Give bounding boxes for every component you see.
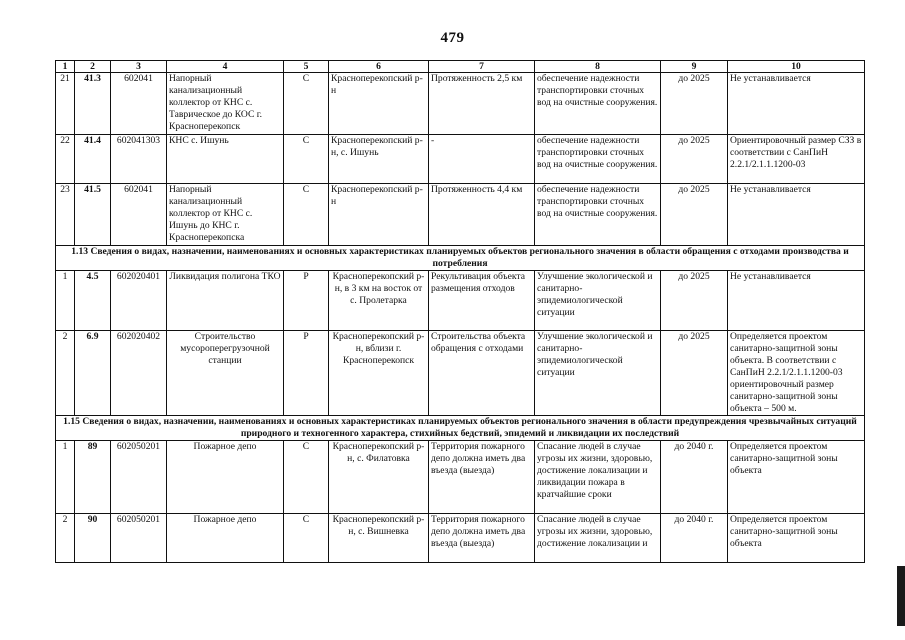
- object-purpose: обеспечение надежности транспортировки сточных вод на очистные сооружения.: [535, 73, 661, 135]
- object-location: Красноперекопский р-н, в 3 км на восток от с. Пролетарка: [329, 271, 429, 331]
- object-id: 4.5: [75, 271, 111, 331]
- object-zone: Не устанавливается: [728, 271, 865, 331]
- column-header: 10: [728, 61, 865, 73]
- row-number: 2: [56, 331, 75, 416]
- object-id: 41.5: [75, 184, 111, 246]
- object-name: Пожарное депо: [167, 441, 284, 514]
- object-type: С: [284, 441, 329, 514]
- object-purpose: Спасание людей в случае угрозы их жизни, здоровью, достижение локализации и: [535, 514, 661, 563]
- table-header-row: [56, 61, 865, 73]
- object-zone: Ориентировочный размер СЗЗ в соответствии с СанПиН 2.2.1/2.1.1.1200-03: [728, 135, 865, 184]
- object-term: до 2025: [661, 271, 728, 331]
- object-type: С: [284, 514, 329, 563]
- row-number: 21: [56, 73, 75, 135]
- object-name: Пожарное депо: [167, 514, 284, 563]
- object-term: до 2025: [661, 184, 728, 246]
- object-characteristics: Рекультивация объекта размещения отходов: [429, 271, 535, 331]
- object-zone: Определяется проектом санитарно-защитной зоны объекта. В соответствии с СанПиН 2.2.1/2.1.1.1200-03 ориентировочный размер санитарно-защитной зоны объекта – 500 м.: [728, 331, 865, 416]
- object-characteristics: Протяженность 2,5 км: [429, 73, 535, 135]
- object-zone: Не устанавливается: [728, 184, 865, 246]
- row-number: 2: [56, 514, 75, 563]
- object-name: Ликвидация полигона ТКО: [167, 271, 284, 331]
- object-location: Красноперекопский р-н, с. Вишневка: [329, 514, 429, 563]
- object-location: Красноперекопский р-н: [329, 73, 429, 135]
- table-row: [56, 441, 865, 514]
- table-row: [56, 135, 865, 184]
- object-type: С: [284, 135, 329, 184]
- column-header: 5: [284, 61, 329, 73]
- object-id: 41.4: [75, 135, 111, 184]
- object-characteristics: Строительства объекта обращения с отходами: [429, 331, 535, 416]
- object-code: 602041303: [111, 135, 167, 184]
- table-row: [56, 184, 865, 246]
- object-name: Строительство мусороперегрузочной станции: [167, 331, 284, 416]
- planning-table: [55, 60, 865, 563]
- row-number: 22: [56, 135, 75, 184]
- column-header: 7: [429, 61, 535, 73]
- object-code: 602041: [111, 184, 167, 246]
- row-number: 1: [56, 271, 75, 331]
- object-name: КНС с. Ишунь: [167, 135, 284, 184]
- object-id: 41.3: [75, 73, 111, 135]
- object-code: 602020401: [111, 271, 167, 331]
- object-location: Красноперекопский р-н, с. Филатовка: [329, 441, 429, 514]
- object-code: 602050201: [111, 514, 167, 563]
- object-purpose: обеспечение надежности транспортировки сточных вод на очистные сооружения.: [535, 135, 661, 184]
- table-row: [56, 514, 865, 563]
- object-zone: Определяется проектом санитарно-защитной зоны объекта: [728, 514, 865, 563]
- table-row: [56, 73, 865, 135]
- page-number: 479: [440, 30, 465, 46]
- object-zone: Не устанавливается: [728, 73, 865, 135]
- scan-edge-mark: [897, 566, 905, 626]
- object-purpose: обеспечение надежности транспортировки сточных вод на очистные сооружения.: [535, 184, 661, 246]
- object-purpose: Спасание людей в случае угрозы их жизни, здоровью, достижение локализации и ликвидации пожара в кратчайшие сроки: [535, 441, 661, 514]
- object-type: Р: [284, 271, 329, 331]
- object-location: Красноперекопский р-н, с. Ишунь: [329, 135, 429, 184]
- object-characteristics: Протяженность 4,4 км: [429, 184, 535, 246]
- row-number: 1: [56, 441, 75, 514]
- object-term: до 2025: [661, 135, 728, 184]
- object-type: С: [284, 73, 329, 135]
- table-body: [56, 61, 865, 563]
- object-type: С: [284, 184, 329, 246]
- object-zone: Определяется проектом санитарно-защитной зоны объекта: [728, 441, 865, 514]
- object-characteristics: Территория пожарного депо должна иметь два въезда (выезда): [429, 441, 535, 514]
- table-row: [56, 331, 865, 416]
- object-term: до 2025: [661, 73, 728, 135]
- object-term: до 2040 г.: [661, 514, 728, 563]
- object-code: 602050201: [111, 441, 167, 514]
- section-heading-1-13: 1.13 Сведения о видах, назначении, наименованиях и основных характеристиках планируемых объектов регионального значения в области обращения с отходами производства и потребления: [56, 246, 865, 271]
- object-term: до 2025: [661, 331, 728, 416]
- column-header: 4: [167, 61, 284, 73]
- object-id: 90: [75, 514, 111, 563]
- object-name: Напорный канализационный коллектор от КНС с. Ишунь до КНС г. Красноперекопска: [167, 184, 284, 246]
- column-header: 9: [661, 61, 728, 73]
- table-row: [56, 271, 865, 331]
- object-id: 6.9: [75, 331, 111, 416]
- section-heading-row: [56, 246, 865, 271]
- column-header: 8: [535, 61, 661, 73]
- object-location: Красноперекопский р-н, вблизи г. Красноперекопск: [329, 331, 429, 416]
- column-header: 2: [75, 61, 111, 73]
- section-heading-1-15: 1.15 Сведения о видах, назначении, наименованиях и основных характеристиках планируемых объектов регионального значения в области предупреждения чрезвычайных ситуаций природного и техногенного характера, стихийных бедствий, эпидемий и ликвидации их последствий: [56, 416, 865, 441]
- object-purpose: Улучшение экологической и санитарно-эпидемиологической ситуации: [535, 271, 661, 331]
- object-code: 602041: [111, 73, 167, 135]
- object-characteristics: Территория пожарного депо должна иметь два въезда (выезда): [429, 514, 535, 563]
- column-header: 3: [111, 61, 167, 73]
- object-code: 602020402: [111, 331, 167, 416]
- object-type: Р: [284, 331, 329, 416]
- object-name: Напорный канализационный коллектор от КНС с. Таврическое до КОС г. Красноперекопск: [167, 73, 284, 135]
- row-number: 23: [56, 184, 75, 246]
- column-header: 1: [56, 61, 75, 73]
- column-header: 6: [329, 61, 429, 73]
- section-heading-row: [56, 416, 865, 441]
- object-id: 89: [75, 441, 111, 514]
- object-location: Красноперекопский р-н: [329, 184, 429, 246]
- object-term: до 2040 г.: [661, 441, 728, 514]
- object-purpose: Улучшение экологической и санитарно-эпидемиологической ситуации: [535, 331, 661, 416]
- object-characteristics: -: [429, 135, 535, 184]
